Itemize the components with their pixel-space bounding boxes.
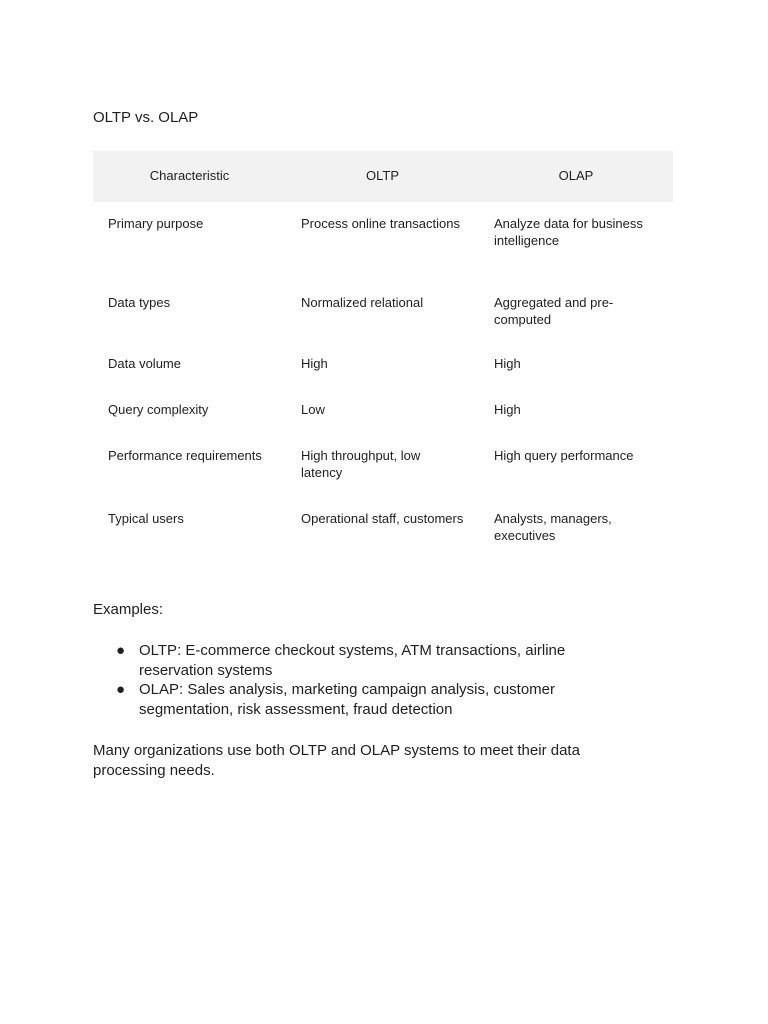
table-cell: Analyze data for business intelligence bbox=[494, 216, 643, 248]
list-item bbox=[93, 680, 613, 719]
bullet-icon: ● bbox=[116, 642, 126, 659]
table-row bbox=[93, 202, 673, 281]
table-cell: Operational staff, customers bbox=[301, 511, 464, 526]
table-cell: Data volume bbox=[108, 356, 181, 371]
table-cell: Analysts, managers, executives bbox=[494, 511, 612, 543]
table-cell: High bbox=[301, 356, 328, 371]
table-cell: Low bbox=[301, 402, 325, 417]
column-header: OLAP bbox=[479, 151, 673, 202]
page-title: OLTP vs. OLAP bbox=[93, 109, 199, 126]
table-row bbox=[93, 497, 673, 561]
list-item-text: OLTP: E-commerce checkout systems, ATM transactions, airline reservation systems bbox=[139, 642, 566, 679]
table-cell: Aggregated and pre-computed bbox=[494, 295, 614, 327]
list-item bbox=[93, 641, 613, 680]
table-row bbox=[93, 388, 673, 434]
column-header: Characteristic bbox=[93, 151, 286, 202]
closing-paragraph: Many organizations use both OLTP and OLAP systems to meet their data processing needs. bbox=[93, 742, 580, 779]
table-cell: Normalized relational bbox=[301, 295, 424, 310]
table-cell: High bbox=[494, 402, 521, 417]
table-cell: Query complexity bbox=[108, 402, 209, 417]
examples-heading: Examples: bbox=[93, 601, 164, 618]
table-header-row bbox=[93, 151, 673, 202]
table-row bbox=[93, 434, 673, 497]
table-cell: Performance requirements bbox=[108, 448, 262, 463]
column-header: OLTP bbox=[286, 151, 479, 202]
table-cell: High throughput, low latency bbox=[301, 448, 421, 480]
table-cell: Data types bbox=[108, 295, 171, 310]
bullet-icon: ● bbox=[116, 681, 126, 698]
table-cell: High bbox=[494, 356, 521, 371]
table-row bbox=[93, 281, 673, 342]
table-cell: High query performance bbox=[494, 448, 634, 463]
table-cell: Typical users bbox=[108, 511, 184, 526]
table-cell: Process online transactions bbox=[301, 216, 460, 231]
comparison-table bbox=[93, 151, 673, 561]
list-item-text: OLAP: Sales analysis, marketing campaign analysis, customer segmentation, risk assessment, fraud detection bbox=[139, 681, 556, 718]
examples-list bbox=[93, 641, 613, 719]
table-row bbox=[93, 342, 673, 388]
table-cell: Primary purpose bbox=[108, 216, 204, 231]
